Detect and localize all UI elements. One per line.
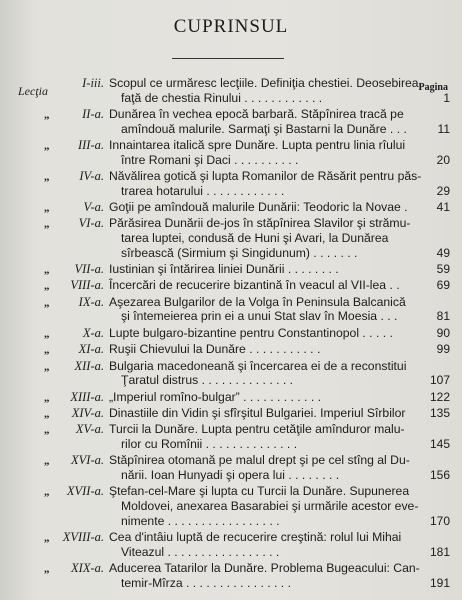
title-rule [172,58,284,59]
page-number: 122 [429,389,450,404]
ditto-mark: „ [44,218,50,231]
ditto-mark: „ [44,486,50,499]
lesson-number: XII-a. [74,358,104,373]
entry-line: Iustinian şi întărirea liniei Dunării . . . . . . . . [109,262,339,277]
page-number: 107 [429,373,450,388]
ditto-mark: „ [44,407,50,420]
entry-line: sîrbească (Sirmium şi Singidunum) . . . . . . . [121,245,358,260]
entry-line: Goţii pe amîndouă malurile Dunării: Teodoric la Novae . [109,200,408,215]
entry-line: Ştefan-cel-Mare şi lupta cu Turcii la Dunăre. Supunerea [109,484,410,499]
entry-line: amîndouă malurile. Sarmaţi şi Bastarni la Dunăre . . . [121,121,407,136]
page-number: 69 [436,278,450,293]
entry-line: Innaintarea italică spre Dunăre. Lupta pentru linia rîului [109,138,406,153]
entry-line: Ruşii Chievului la Dunăre . . . . . . . . . . . [109,342,321,357]
page-number: 41 [436,200,450,215]
page-title: CUPRINSUL [173,16,289,37]
lesson-number: V-a. [83,200,104,215]
page-number: 170 [429,513,450,528]
entry-line: faţă de chestia Rinului . . . . . . . . . . . . [121,90,323,105]
lesson-number: XVII-a. [66,484,104,499]
ditto-mark: „ [44,280,50,293]
entry-line: nării. Ioan Hunyadi şi opera lui . . . . . . . . [121,467,340,482]
lesson-number: XIII-a. [70,389,104,404]
entry-line: Dunărea în vechea epocă barbară. Stăpînirea tracă pe [109,107,404,121]
page-number: 90 [436,325,450,340]
page-number: 156 [429,467,450,482]
entry-line: Stăpînirea otomană pe malul drept şi pe cel stîng al Du- [109,453,410,468]
entry-line: temir-Mîrza . . . . . . . . . . . . . . . . [121,575,291,590]
lesson-number: I-iii. [82,76,104,90]
page-number: 99 [436,342,450,357]
entry-line: Bulgaria macedoneană şi încercarea ei de a reconstitui [109,358,407,373]
entry-line: Părăsirea Dunării de-jos în stăpînirea Slavilor şi strămu- [109,216,411,231]
entry-line: Dinastiile din Vidin şi sfîrşitul Bulgariei. Imperiul Sîrbilor [109,405,406,420]
page-number: 145 [429,436,450,451]
page-number: 135 [429,405,450,420]
entry-line: trarea hotarului . . . . . . . . . . . . [121,183,285,198]
ditto-mark: „ [44,296,50,309]
lesson-number: XIV-a. [71,405,104,420]
page-number: 29 [436,183,450,198]
lesson-number: IX-a. [78,294,104,309]
ditto-mark: „ [44,109,50,121]
lesson-number: VI-a. [78,216,104,231]
lesson-number: X-a. [82,325,104,340]
lesson-number: XVI-a. [71,453,104,468]
page-number: 59 [436,262,450,277]
entry-line: Scopul ce urmăresc lecţiile. Definiţia chestiei. Deosebirea [109,76,419,90]
lectia-header: Lecţia [18,84,48,98]
ditto-mark: „ [44,140,50,153]
entry-line: Năvălirea gotică şi lupta Romanilor de Răsărit pentru păs- [109,169,422,184]
entry-line: Viteazul . . . . . . . . . . . . . . . . . [121,544,280,559]
lesson-number: XI-a. [78,342,104,357]
page-number: 1 [443,90,450,105]
ditto-mark: „ [44,344,50,357]
ditto-mark: „ [44,562,50,575]
ditto-mark: „ [44,455,50,468]
entry-line: „Imperiul romîno-bulgar” . . . . . . . . . . . . [109,389,321,404]
entry-line: Lupte bulgaro-bizantine pentru Constantinopol . . . . . [109,325,393,340]
ditto-mark: „ [44,531,50,544]
entry-line: rilor cu Romînii . . . . . . . . . . . . . . [121,436,298,451]
ditto-mark: „ [44,424,50,437]
lesson-number: XIX-a. [71,560,104,575]
pagina-header: Pagina [418,82,448,93]
entry-line: şi întemeierea prin ei a unui Stat slav în Moesia . . . [121,309,398,324]
lesson-number: II-a. [82,107,104,121]
entry-line: Încercări de recucerire bizantină în veacul al VII-lea . . [109,278,400,293]
page-number: 20 [436,152,450,167]
ditto-mark: „ [44,202,50,215]
page-number: 191 [429,575,450,590]
entry-line: Aducerea Tatarilor la Dunăre. Problema Bugeacului: Can- [109,560,420,575]
ditto-mark: „ [44,391,50,404]
lesson-number: VIII-a. [70,278,104,293]
lesson-number: XVIII-a. [62,529,104,544]
entry-line: Moldovei, anexarea Basarabiei şi urmările acestor eve- [121,498,419,513]
entry-line: Cea d'intâiu luptă de recucerire creştină: rolul lui Mihai [109,529,402,544]
ditto-mark: „ [44,360,50,373]
entry-line: Aşezarea Bulgarilor de la Volga în Peninsula Balcanică [109,294,406,309]
entry-line: Ţaratul distrus . . . . . . . . . . . . . . [121,373,294,388]
entry-line: tarea luptei, condusă de Huni şi Avari, la Dunărea [121,231,389,246]
page-number: 49 [436,245,450,260]
page-number: 11 [437,121,450,136]
ditto-mark: „ [44,327,50,340]
lesson-number: XV-a. [75,422,104,437]
ditto-mark: „ [44,171,50,184]
page-number: 81 [436,309,450,324]
lesson-number: IV-a. [79,169,104,184]
entry-line: între Romani şi Daci . . . . . . . . . . [121,152,299,167]
lesson-number: III-a. [77,138,104,153]
ditto-mark: „ [44,264,50,277]
entry-line: nimente . . . . . . . . . . . . . . . . . [121,513,280,528]
entry-line: Turcii la Dunăre. Lupta pentru cetăţile amînduror malu- [109,422,405,437]
lesson-number: VII-a. [74,262,104,277]
page-number: 181 [429,544,450,559]
